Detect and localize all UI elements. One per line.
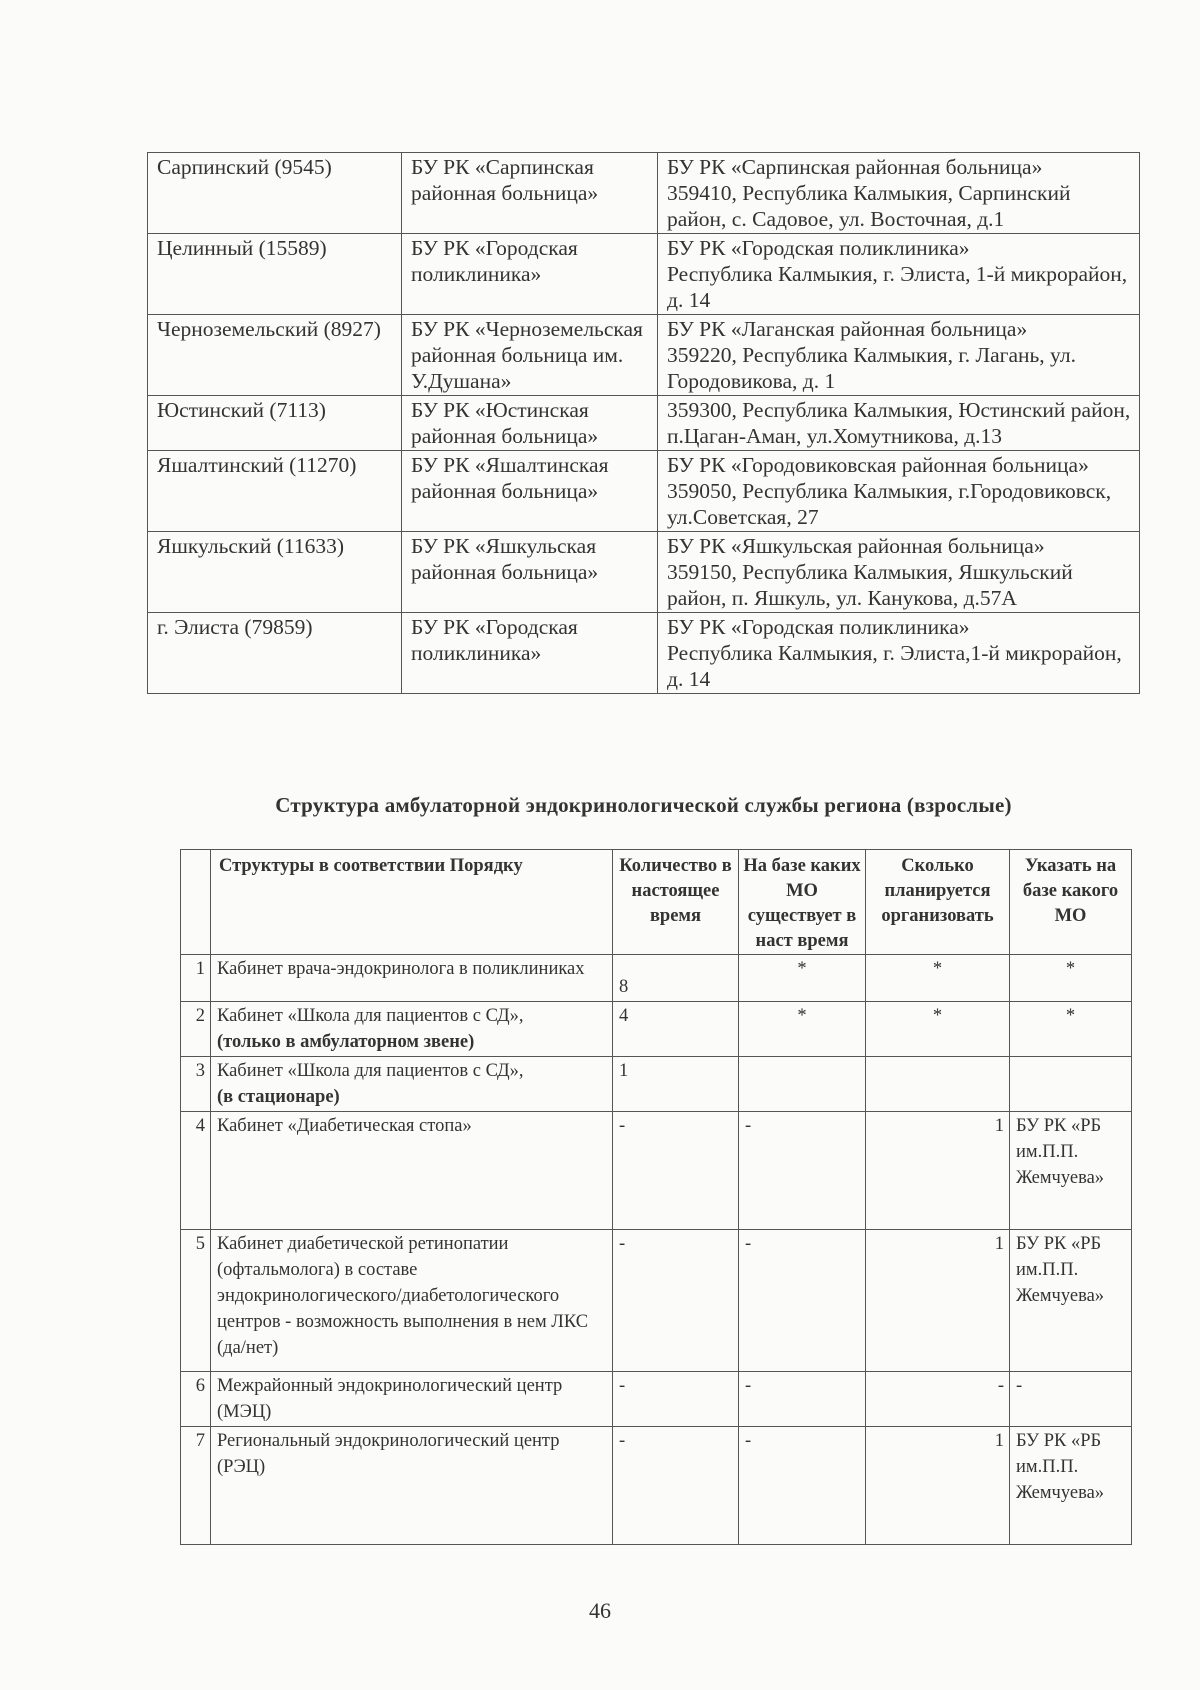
structure-name-qualifier: (только в амбулаторном звене) [217,1032,475,1052]
district-row [148,234,1140,315]
structure-name: Кабинет врача-эндокринолога в поликлиниках [217,959,585,979]
structure-name-qualifier: (в стационаре) [217,1087,340,1107]
row-number: 5 [181,1230,211,1372]
structure-name: Кабинет «Школа для пациентов с СД», [217,1061,524,1081]
district-row [148,532,1140,613]
row-number: 4 [181,1112,211,1230]
existing-base-cell: - [739,1427,866,1545]
address-line: 359220, Республика Калмыкия, г. Лагань, ул. Городовикова, д. 1 [667,343,1076,393]
structure-name: Кабинет диабетической ретинопатии (офтальмолога) в составе эндокринологического/диабетологического центров - возможность выполнения в нем ЛКС (да/нет) [217,1234,589,1358]
count-cell: - [613,1427,739,1545]
district-cell: Сарпинский (9545) [148,153,402,234]
district-cell: Целинный (15589) [148,234,402,315]
planned-base-cell: БУ РК «РБ им.П.П. Жемчуева» [1010,1427,1132,1545]
planned-cell: * [866,1002,1010,1057]
structure-row [181,1112,1132,1230]
structure-row [181,1427,1132,1545]
address-cell [658,613,1140,694]
count-cell: - [613,1372,739,1427]
existing-base-cell: * [739,1002,866,1057]
existing-base-cell: - [739,1230,866,1372]
institution-cell: БУ РК «Городская поликлиника» [402,234,658,315]
structure-heading: Структура амбулаторной эндокринологической службы региона (взрослые) [275,793,1012,817]
planned-cell [866,1057,1010,1112]
page-number: 46 [589,1598,611,1623]
structure-name: Межрайонный эндокринологический центр (МЭЦ) [217,1376,563,1422]
district-cell: Яшалтинский (11270) [148,451,402,532]
structure-row [181,1230,1132,1372]
header-number [181,850,211,955]
institution-cell: БУ РК «Яшкульская районная больница» [402,532,658,613]
district-row [148,613,1140,694]
address-line: Республика Калмыкия, г. Элиста,1-й микрорайон, д. 14 [667,641,1122,691]
structure-name-cell [211,1112,613,1230]
structure-name: Кабинет «Диабетическая стопа» [217,1116,472,1136]
address-line: Республика Калмыкия, г. Элиста, 1-й микрорайон, д. 14 [667,262,1128,312]
structure-name-cell [211,1002,613,1057]
district-row [148,451,1140,532]
planned-base-cell: * [1010,955,1132,1002]
existing-base-cell [739,1057,866,1112]
address-line: БУ РК «Городская поликлиника» [667,236,970,260]
address-cell [658,396,1140,451]
planned-cell: * [866,955,1010,1002]
institution-cell: БУ РК «Черноземельская районная больница им. У.Душана» [402,315,658,396]
header-planned: Сколько планируется организовать [866,850,1010,955]
header-planned-base: Указать на базе какого МО [1010,850,1132,955]
address-line: БУ РК «Лаганская районная больница» [667,317,1028,341]
count-cell: - [613,1230,739,1372]
row-number: 1 [181,955,211,1002]
address-line: БУ РК «Городская поликлиника» [667,615,970,639]
header-structures: Структуры в соответствии Порядку [211,850,613,955]
existing-base-cell: * [739,955,866,1002]
address-line: 359300, Республика Калмыкия, Юстинский район, п.Цаган-Аман, ул.Хомутникова, д.13 [667,398,1131,448]
structure-row [181,1372,1132,1427]
address-line: БУ РК «Сарпинская районная больница» [667,155,1043,179]
structure-row [181,1002,1132,1057]
planned-cell: 1 [866,1112,1010,1230]
address-line: 359410, Республика Калмыкия, Сарпинский район, с. Садовое, ул. Восточная, д.1 [667,181,1071,231]
structure-name: Кабинет «Школа для пациентов с СД», [217,1006,524,1026]
institution-cell: БУ РК «Юстинская районная больница» [402,396,658,451]
structure-table [180,849,1132,1545]
district-row [148,153,1140,234]
count-cell: 8 [613,955,739,1002]
planned-base-cell: БУ РК «РБ им.П.П. Жемчуева» [1010,1230,1132,1372]
planned-base-cell: БУ РК «РБ им.П.П. Жемчуева» [1010,1112,1132,1230]
structure-name-cell [211,1230,613,1372]
district-cell: г. Элиста (79859) [148,613,402,694]
planned-cell: 1 [866,1427,1010,1545]
address-cell [658,532,1140,613]
address-cell [658,153,1140,234]
institution-cell: БУ РК «Городская поликлиника» [402,613,658,694]
address-cell [658,234,1140,315]
structure-header-row [181,850,1132,955]
district-cell: Черноземельский (8927) [148,315,402,396]
structure-name: Региональный эндокринологический центр (РЭЦ) [217,1431,560,1477]
count-cell: 4 [613,1002,739,1057]
planned-cell: - [866,1372,1010,1427]
district-row [148,396,1140,451]
row-number: 3 [181,1057,211,1112]
institution-cell: БУ РК «Яшалтинская районная больница» [402,451,658,532]
planned-cell: 1 [866,1230,1010,1372]
address-cell [658,451,1140,532]
structure-row [181,955,1132,1002]
structure-name-cell [211,1427,613,1545]
institution-cell: БУ РК «Сарпинская районная больница» [402,153,658,234]
district-cell: Юстинский (7113) [148,396,402,451]
row-number: 7 [181,1427,211,1545]
header-existing-base: На базе каких МО существует в наст время [739,850,866,955]
address-line: БУ РК «Городовиковская районная больница» [667,453,1089,477]
existing-base-cell: - [739,1372,866,1427]
structure-name-cell [211,1372,613,1427]
structure-name-cell [211,1057,613,1112]
planned-base-cell: * [1010,1002,1132,1057]
planned-base-cell [1010,1057,1132,1112]
districts-table [147,152,1140,694]
structure-name-cell [211,955,613,1002]
structure-row [181,1057,1132,1112]
address-cell [658,315,1140,396]
row-number: 6 [181,1372,211,1427]
address-line: БУ РК «Яшкульская районная больница» [667,534,1045,558]
address-line: 359050, Республика Калмыкия, г.Городовиковск, ул.Советская, 27 [667,479,1112,529]
existing-base-cell: - [739,1112,866,1230]
planned-base-cell: - [1010,1372,1132,1427]
header-count: Количество в настоящее время [613,850,739,955]
address-line: 359150, Республика Калмыкия, Яшкульский район, п. Яшкуль, ул. Канукова, д.57А [667,560,1073,610]
count-cell: - [613,1112,739,1230]
count-cell: 1 [613,1057,739,1112]
district-cell: Яшкульский (11633) [148,532,402,613]
row-number: 2 [181,1002,211,1057]
district-row [148,315,1140,396]
